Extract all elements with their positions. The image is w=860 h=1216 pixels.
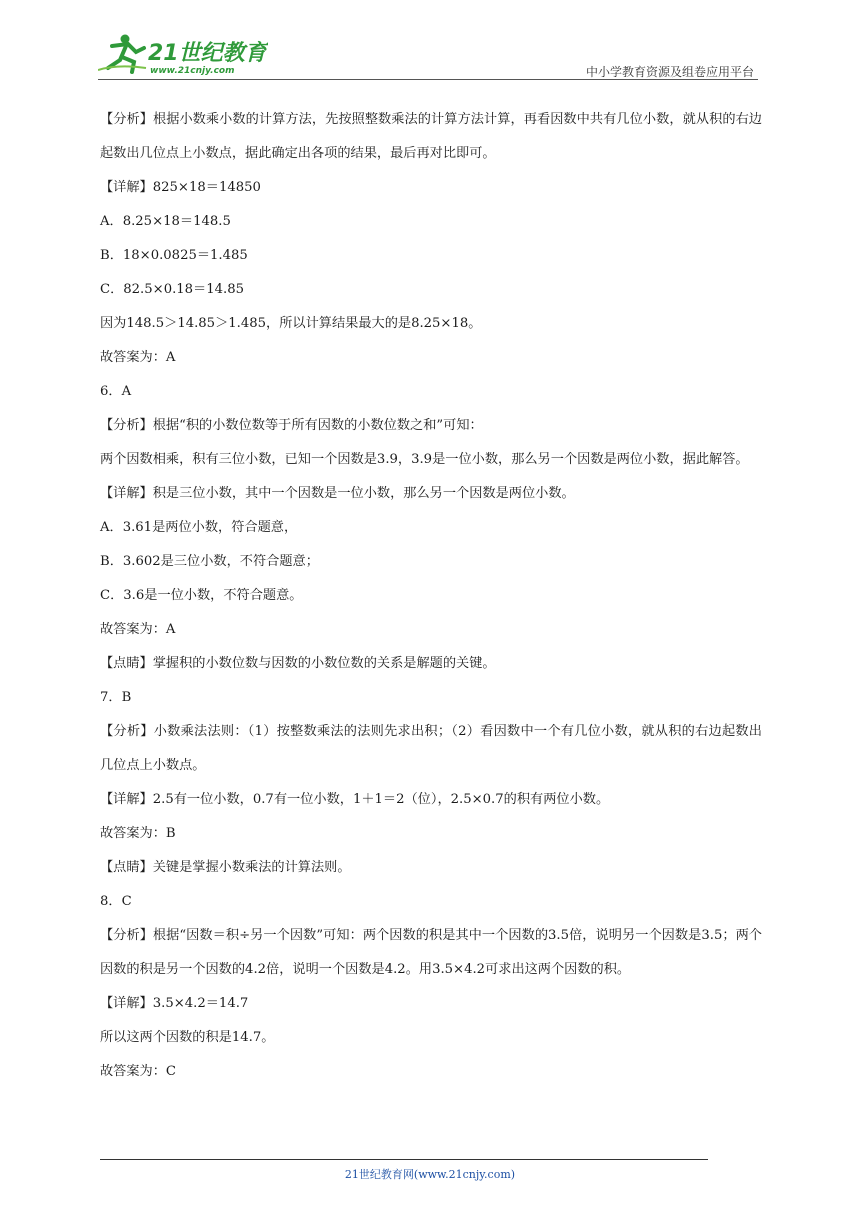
paragraph: 【详解】3.5×4.2＝14.7	[100, 996, 249, 1011]
footer-link[interactable]: 21世纪教育网(www.21cnjy.com)	[344, 1168, 516, 1181]
paragraph: C．82.5×0.18＝14.85	[100, 282, 244, 297]
page-header	[98, 30, 758, 80]
paragraph: 两个因数相乘，积有三位小数，已知一个因数是3.9，3.9是一位小数，那么另一个因数是两位小数，据此解答。	[100, 452, 749, 467]
paragraph: 【分析】根据“因数＝积÷另一个因数”可知：两个因数的积是其中一个因数的3.5倍，说明另一个因数是3.5；两个因数的积是另一个因数的4.2倍，说明一个因数是4.2。用3.5×4.2可求出这两个因数的积。	[100, 928, 762, 977]
paragraph: C．3.6是一位小数，不符合题意。	[100, 588, 303, 603]
paragraph: B．3.602是三位小数，不符合题意；	[100, 554, 319, 569]
paragraph: 【点睛】关键是掌握小数乘法的计算法则。	[100, 860, 351, 875]
runner-icon	[98, 35, 146, 73]
paragraph: 所以这两个因数的积是14.7。	[100, 1030, 275, 1045]
paragraph: 6．A	[100, 384, 132, 399]
paragraph: 故答案为：A	[100, 350, 176, 365]
footer-divider	[100, 1159, 708, 1160]
paragraph: 【详解】825×18＝14850	[100, 180, 261, 195]
header-divider	[98, 79, 758, 80]
logo-sub-text: www.21cnjy.com	[150, 66, 235, 76]
platform-name: 中小学教育资源及组卷应用平台	[585, 65, 754, 79]
paragraph: 7．B	[100, 690, 132, 705]
paragraph: 故答案为：B	[100, 826, 176, 841]
paragraph: 【点睛】掌握积的小数位数与因数的小数位数的关系是解题的关键。	[100, 656, 496, 671]
paragraph: 【分析】小数乘法法则：（1）按整数乘法的法则先求出积；（2）看因数中一个有几位小数，就从积的右边起数出几位点上小数点。	[100, 724, 762, 773]
paragraph: B．18×0.0825＝1.485	[100, 248, 248, 263]
paragraph: A．8.25×18＝148.5	[100, 214, 231, 229]
paragraph: 8．C	[100, 894, 132, 909]
logo	[98, 30, 268, 76]
paragraph: 【详解】积是三位小数，其中一个因数是一位小数，那么另一个因数是两位小数。	[100, 486, 575, 501]
paragraph: 故答案为：A	[100, 622, 176, 637]
paragraph: A．3.61是两位小数，符合题意，	[100, 520, 298, 535]
paragraph: 【详解】2.5有一位小数，0.7有一位小数，1＋1＝2（位），2.5×0.7的积有两位小数。	[100, 792, 610, 807]
paragraph: 故答案为：C	[100, 1064, 177, 1079]
paragraph: 因为148.5＞14.85＞1.485，所以计算结果最大的是8.25×18。	[100, 316, 482, 331]
paragraph: 【分析】根据“积的小数位数等于所有因数的小数位数之和”可知：	[100, 418, 483, 433]
document-body	[100, 103, 762, 1089]
paragraph: 【分析】根据小数乘小数的计算方法，先按照整数乘法的计算方法计算，再看因数中共有几位小数，就从积的右边起数出几位点上小数点，据此确定出各项的结果，最后再对比即可。	[100, 112, 762, 161]
logo-main-text: 21世纪教育	[148, 41, 267, 66]
